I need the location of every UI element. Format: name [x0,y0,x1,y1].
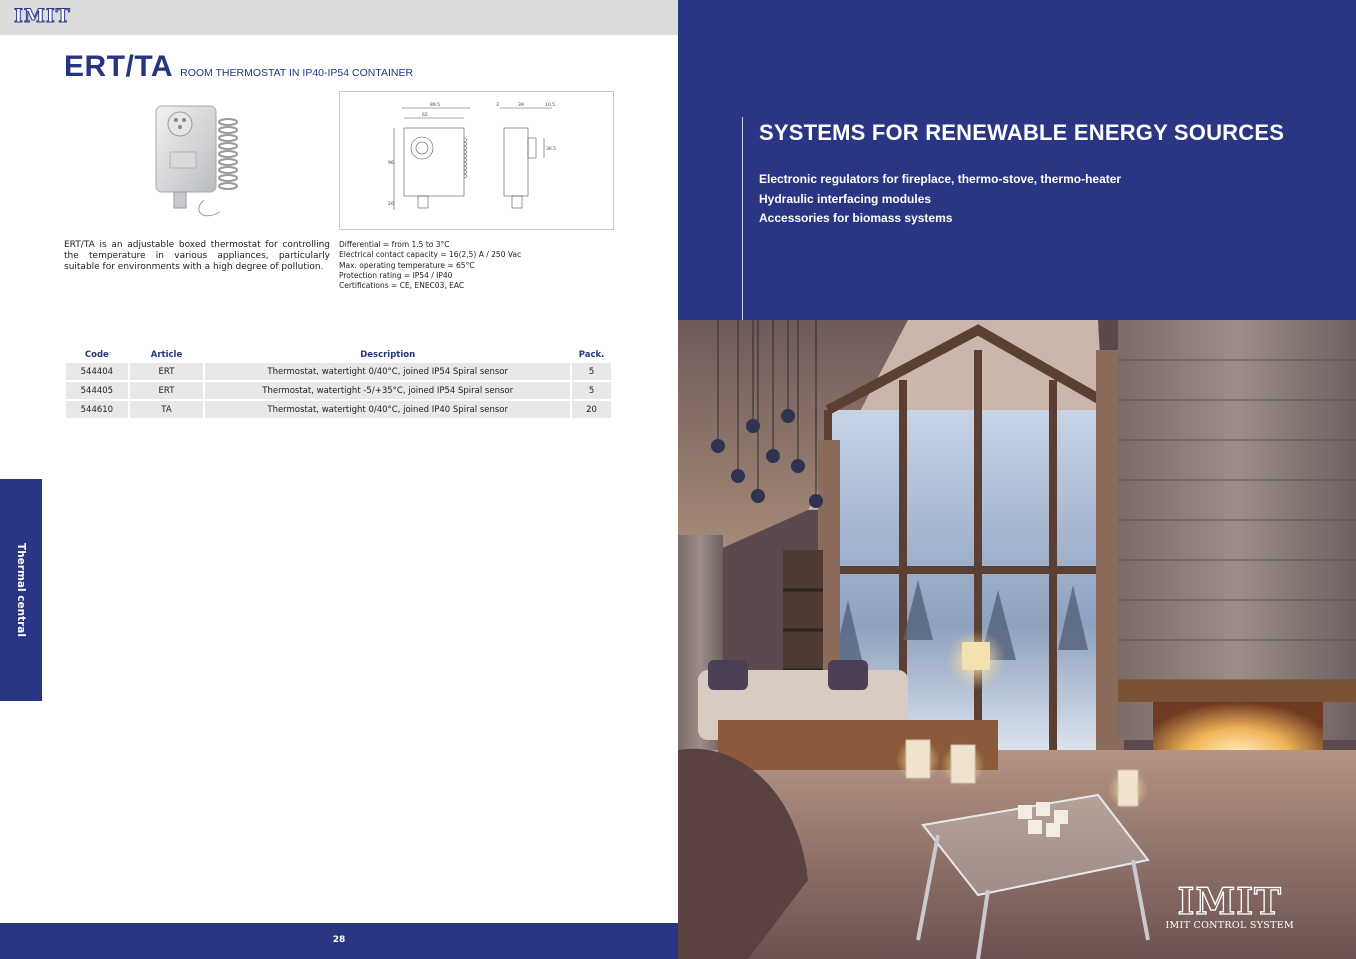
spec-line: Certifications = CE, ENEC03, EAC [339,281,465,291]
cell-code: 544404 [66,363,128,380]
dimension-drawing [340,92,613,229]
dim-label: 3 [496,103,499,108]
page-footer [0,923,678,959]
table-row [66,382,611,399]
cell-article: TA [130,401,204,418]
cell-description: Thermostat, watertight 0/40°C, joined IP40 Spiral sensor [205,401,570,418]
brand-tagline: IMIT CONTROL SYSTEM [1165,920,1294,931]
section-side-tab-label: Thermal central [15,543,27,637]
cell-description: Thermostat, watertight 0/40°C, joined IP54 Spiral sensor [205,363,570,380]
product-title: ERT/TA [64,50,174,83]
section-intro-panel [678,0,1356,320]
dim-label: 39 [518,103,524,108]
topic-item: Accessories for biomass systems [759,211,953,225]
dim-label: 96 [388,161,394,166]
header-logo: IMIT [14,5,71,27]
topic-item: Hydraulic interfacing modules [759,191,932,206]
table-row [66,363,611,380]
cell-code: 544405 [66,382,128,399]
cell-pack: 5 [572,363,611,380]
top-bar [0,0,678,35]
cell-pack: 5 [572,382,611,399]
section-heading: SYSTEMS FOR RENEWABLE ENERGY SOURCES [759,120,1285,145]
cell-pack: 20 [572,401,611,418]
brand-logo-block [1165,881,1294,931]
technical-drawing [339,91,614,230]
product-description: ERT/TA is an adjustable boxed thermostat for controlling the temperature in various appliances, particularly suitable for environments with a high degree of pollution. [64,240,330,272]
cell-description: Thermostat, watertight -5/+35°C, joined IP54 Spiral sensor [205,382,570,399]
product-subtitle: ROOM THERMOSTAT IN IP40-IP54 CONTAINER [180,67,414,79]
dim-label: 62 [422,113,428,118]
dim-label: 36.5 [546,147,557,152]
dim-label: 10.5 [545,103,556,108]
column-header-code: Code [66,348,128,361]
cell-code: 544610 [66,401,128,418]
column-header-description: Description [205,348,570,361]
spec-line: Protection rating = IP54 / IP40 [339,270,453,280]
cell-article: ERT [130,382,204,399]
topic-item: Electronic regulators for fireplace, thermo-stove, thermo-heater [759,172,1122,186]
spec-line: Differential = from 1.5 to 3°C [339,240,450,249]
spec-list [339,240,629,291]
accent-divider [742,117,743,320]
product-table [64,346,613,420]
column-header-article: Article [130,348,204,361]
table-header-row [66,348,611,361]
column-header-pack: Pack. [572,348,611,361]
section-topic-list [759,170,1121,229]
right-page [678,0,1356,959]
brand-logo: IMIT [1177,881,1282,923]
thermostat-photo [152,100,248,220]
living-room-fireplace-photo [678,320,1356,959]
dim-label: 20 [388,202,394,207]
cell-article: ERT [130,363,204,380]
table-row [66,401,611,418]
dim-label: 89.5 [430,103,441,108]
page-number: 28 [332,935,346,945]
spec-line: Electrical contact capacity = 16(2,5) A / 250 Vac [339,250,522,260]
product-title-row [64,50,413,84]
spec-line: Max. operating temperature = 65°C [339,260,475,270]
